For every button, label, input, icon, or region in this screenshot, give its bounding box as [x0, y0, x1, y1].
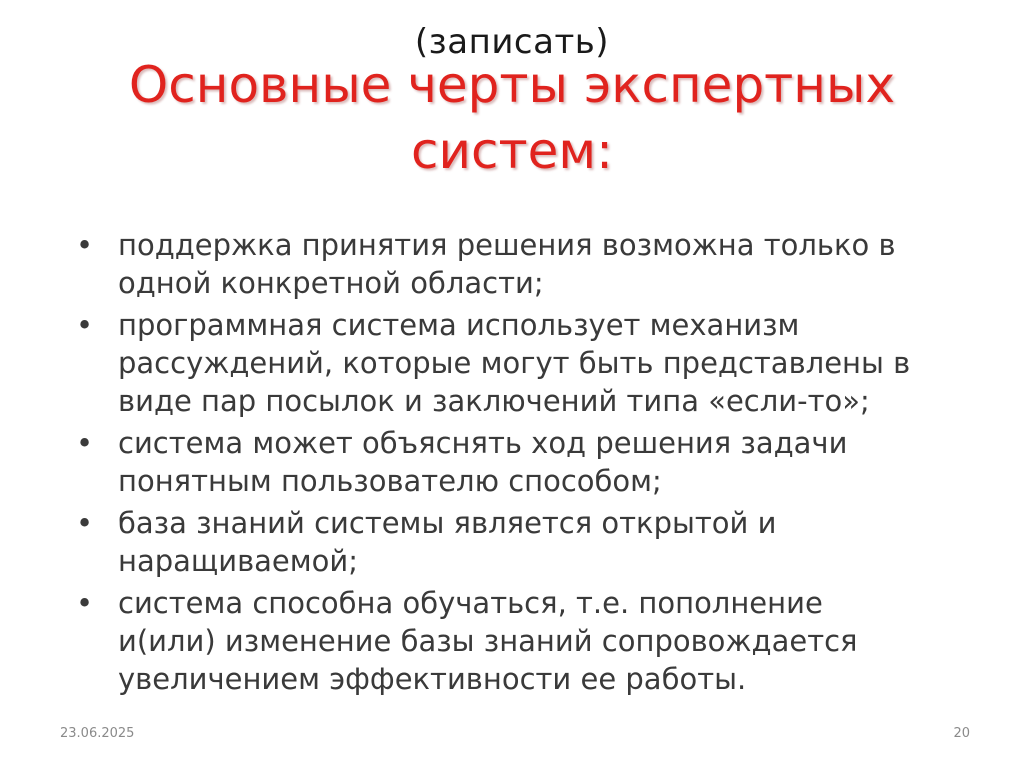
- bullet-item: [74, 226, 994, 302]
- bullet-text-line: система может объяснять ход решения задачи: [118, 426, 848, 460]
- bullet-item: [74, 504, 994, 580]
- bullet-text-line: программная система использует механизм: [118, 308, 800, 342]
- slide-title-line: Основные черты экспертных: [128, 56, 896, 114]
- slide-title: [0, 52, 1024, 184]
- bullet-item: [74, 584, 994, 698]
- bullet-icon: •: [76, 426, 94, 460]
- bullet-text-line: рассуждений, которые могут быть представлены в: [118, 346, 911, 380]
- page-number: 20: [953, 726, 970, 741]
- bullet-text-line: увеличением эффективности ее работы.: [118, 662, 747, 696]
- bullet-text-line: одной конкретной области;: [118, 266, 544, 300]
- bullet-icon: •: [76, 586, 94, 620]
- bullet-text-line: и(или) изменение базы знаний сопровождается: [118, 624, 858, 658]
- bullet-icon: •: [76, 228, 94, 262]
- bullet-text-line: наращиваемой;: [118, 544, 359, 578]
- bullet-text-line: поддержка принятия решения возможна только в: [118, 228, 896, 262]
- bullet-text-line: система способна обучаться, т.е. пополнение: [118, 586, 823, 620]
- note-label: (записать): [414, 22, 610, 62]
- bullet-item: [74, 306, 994, 420]
- slide-title-line: систем:: [411, 122, 613, 180]
- bullet-icon: •: [76, 308, 94, 342]
- bullet-list: [74, 226, 994, 702]
- bullet-text-line: виде пар посылок и заключений типа «если-то»;: [118, 384, 870, 418]
- footer-date: 23.06.2025: [60, 726, 135, 741]
- bullet-text-line: понятным пользователю способом;: [118, 464, 662, 498]
- bullet-icon: •: [76, 506, 94, 540]
- bullet-item: [74, 424, 994, 500]
- bullet-text-line: база знаний системы является открытой и: [118, 506, 777, 540]
